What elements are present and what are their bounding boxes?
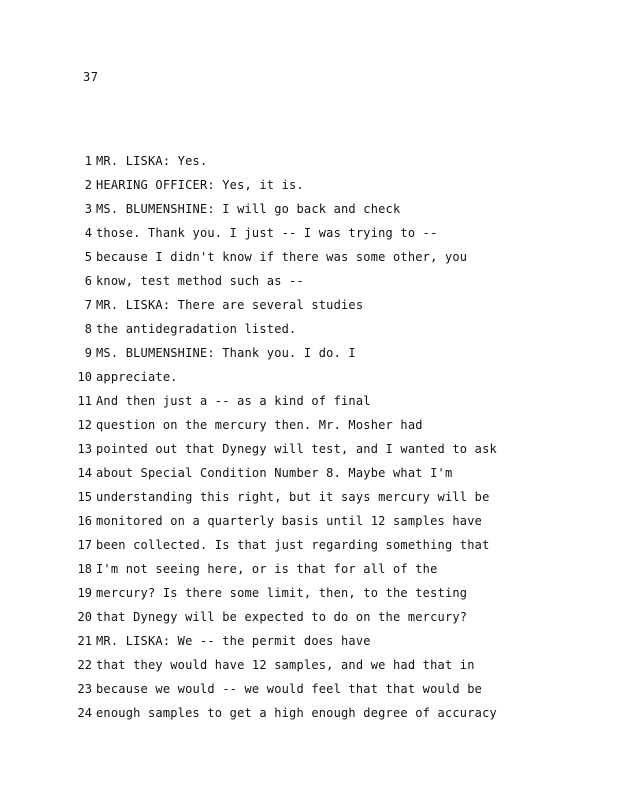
transcript-line	[0, 176, 618, 194]
line-text: enough samples to get a high enough degree of accuracy	[96, 706, 497, 720]
transcript-line	[0, 416, 618, 434]
line-number: 21	[77, 634, 92, 648]
line-text: know, test method such as --	[96, 274, 304, 288]
transcript-line	[0, 272, 618, 290]
page-number: 37	[83, 70, 99, 84]
line-text: been collected. Is that just regarding something that	[96, 538, 490, 552]
line-text: MR. LISKA: We -- the permit does have	[96, 634, 371, 648]
line-text: MR. LISKA: There are several studies	[96, 298, 364, 312]
line-number: 12	[77, 418, 92, 432]
line-text: appreciate.	[96, 370, 178, 384]
line-text: about Special Condition Number 8. Maybe what I'm	[96, 466, 453, 480]
line-text: monitored on a quarterly basis until 12 samples have	[96, 514, 483, 528]
line-number: 10	[77, 370, 92, 384]
transcript-line	[0, 344, 618, 362]
line-number: 17	[77, 538, 92, 552]
line-number: 8	[84, 322, 92, 336]
transcript-line	[0, 680, 618, 698]
line-number: 14	[77, 466, 92, 480]
line-number: 18	[77, 562, 92, 576]
line-number: 16	[77, 514, 92, 528]
transcript-line	[0, 200, 618, 218]
line-text: And then just a -- as a kind of final	[96, 394, 371, 408]
line-number: 20	[77, 610, 92, 624]
transcript-line	[0, 512, 618, 530]
line-number: 2	[84, 178, 92, 192]
line-text: MS. BLUMENSHINE: I will go back and check	[96, 202, 401, 216]
line-number: 11	[77, 394, 92, 408]
transcript-line	[0, 296, 618, 314]
line-text: those. Thank you. I just -- I was trying to --	[96, 226, 438, 240]
line-text: I'm not seeing here, or is that for all of the	[96, 562, 438, 576]
transcript-line	[0, 488, 618, 506]
line-number: 23	[77, 682, 92, 696]
line-number: 19	[77, 586, 92, 600]
line-text: mercury? Is there some limit, then, to the testing	[96, 586, 468, 600]
line-text: MS. BLUMENSHINE: Thank you. I do. I	[96, 346, 356, 360]
transcript-line	[0, 368, 618, 386]
transcript-line	[0, 248, 618, 266]
transcript-line	[0, 536, 618, 554]
line-text: because we would -- we would feel that that would be	[96, 682, 483, 696]
line-number: 6	[84, 274, 92, 288]
line-number: 1	[84, 154, 92, 168]
transcript-line	[0, 224, 618, 242]
line-text: HEARING OFFICER: Yes, it is.	[96, 178, 304, 192]
line-text: pointed out that Dynegy will test, and I wanted to ask	[96, 442, 497, 456]
line-number: 22	[77, 658, 92, 672]
line-number: 15	[77, 490, 92, 504]
line-number: 4	[84, 226, 92, 240]
line-number: 24	[77, 706, 92, 720]
line-number: 13	[77, 442, 92, 456]
line-text: the antidegradation listed.	[96, 322, 297, 336]
transcript-line	[0, 320, 618, 338]
line-number: 9	[84, 346, 92, 360]
line-number: 7	[84, 298, 92, 312]
transcript-line	[0, 704, 618, 722]
transcript-line	[0, 152, 618, 170]
transcript-line	[0, 608, 618, 626]
line-number: 3	[84, 202, 92, 216]
transcript-line	[0, 632, 618, 650]
line-text: understanding this right, but it says mercury will be	[96, 490, 490, 504]
transcript-line	[0, 392, 618, 410]
transcript-line	[0, 464, 618, 482]
transcript-line	[0, 656, 618, 674]
line-text: that they would have 12 samples, and we had that in	[96, 658, 475, 672]
line-text: that Dynegy will be expected to do on the mercury?	[96, 610, 468, 624]
line-text: MR. LISKA: Yes.	[96, 154, 208, 168]
transcript-line	[0, 440, 618, 458]
line-number: 5	[84, 250, 92, 264]
transcript-line	[0, 584, 618, 602]
line-text: question on the mercury then. Mr. Mosher had	[96, 418, 423, 432]
transcript-line	[0, 560, 618, 578]
line-text: because I didn't know if there was some other, you	[96, 250, 468, 264]
